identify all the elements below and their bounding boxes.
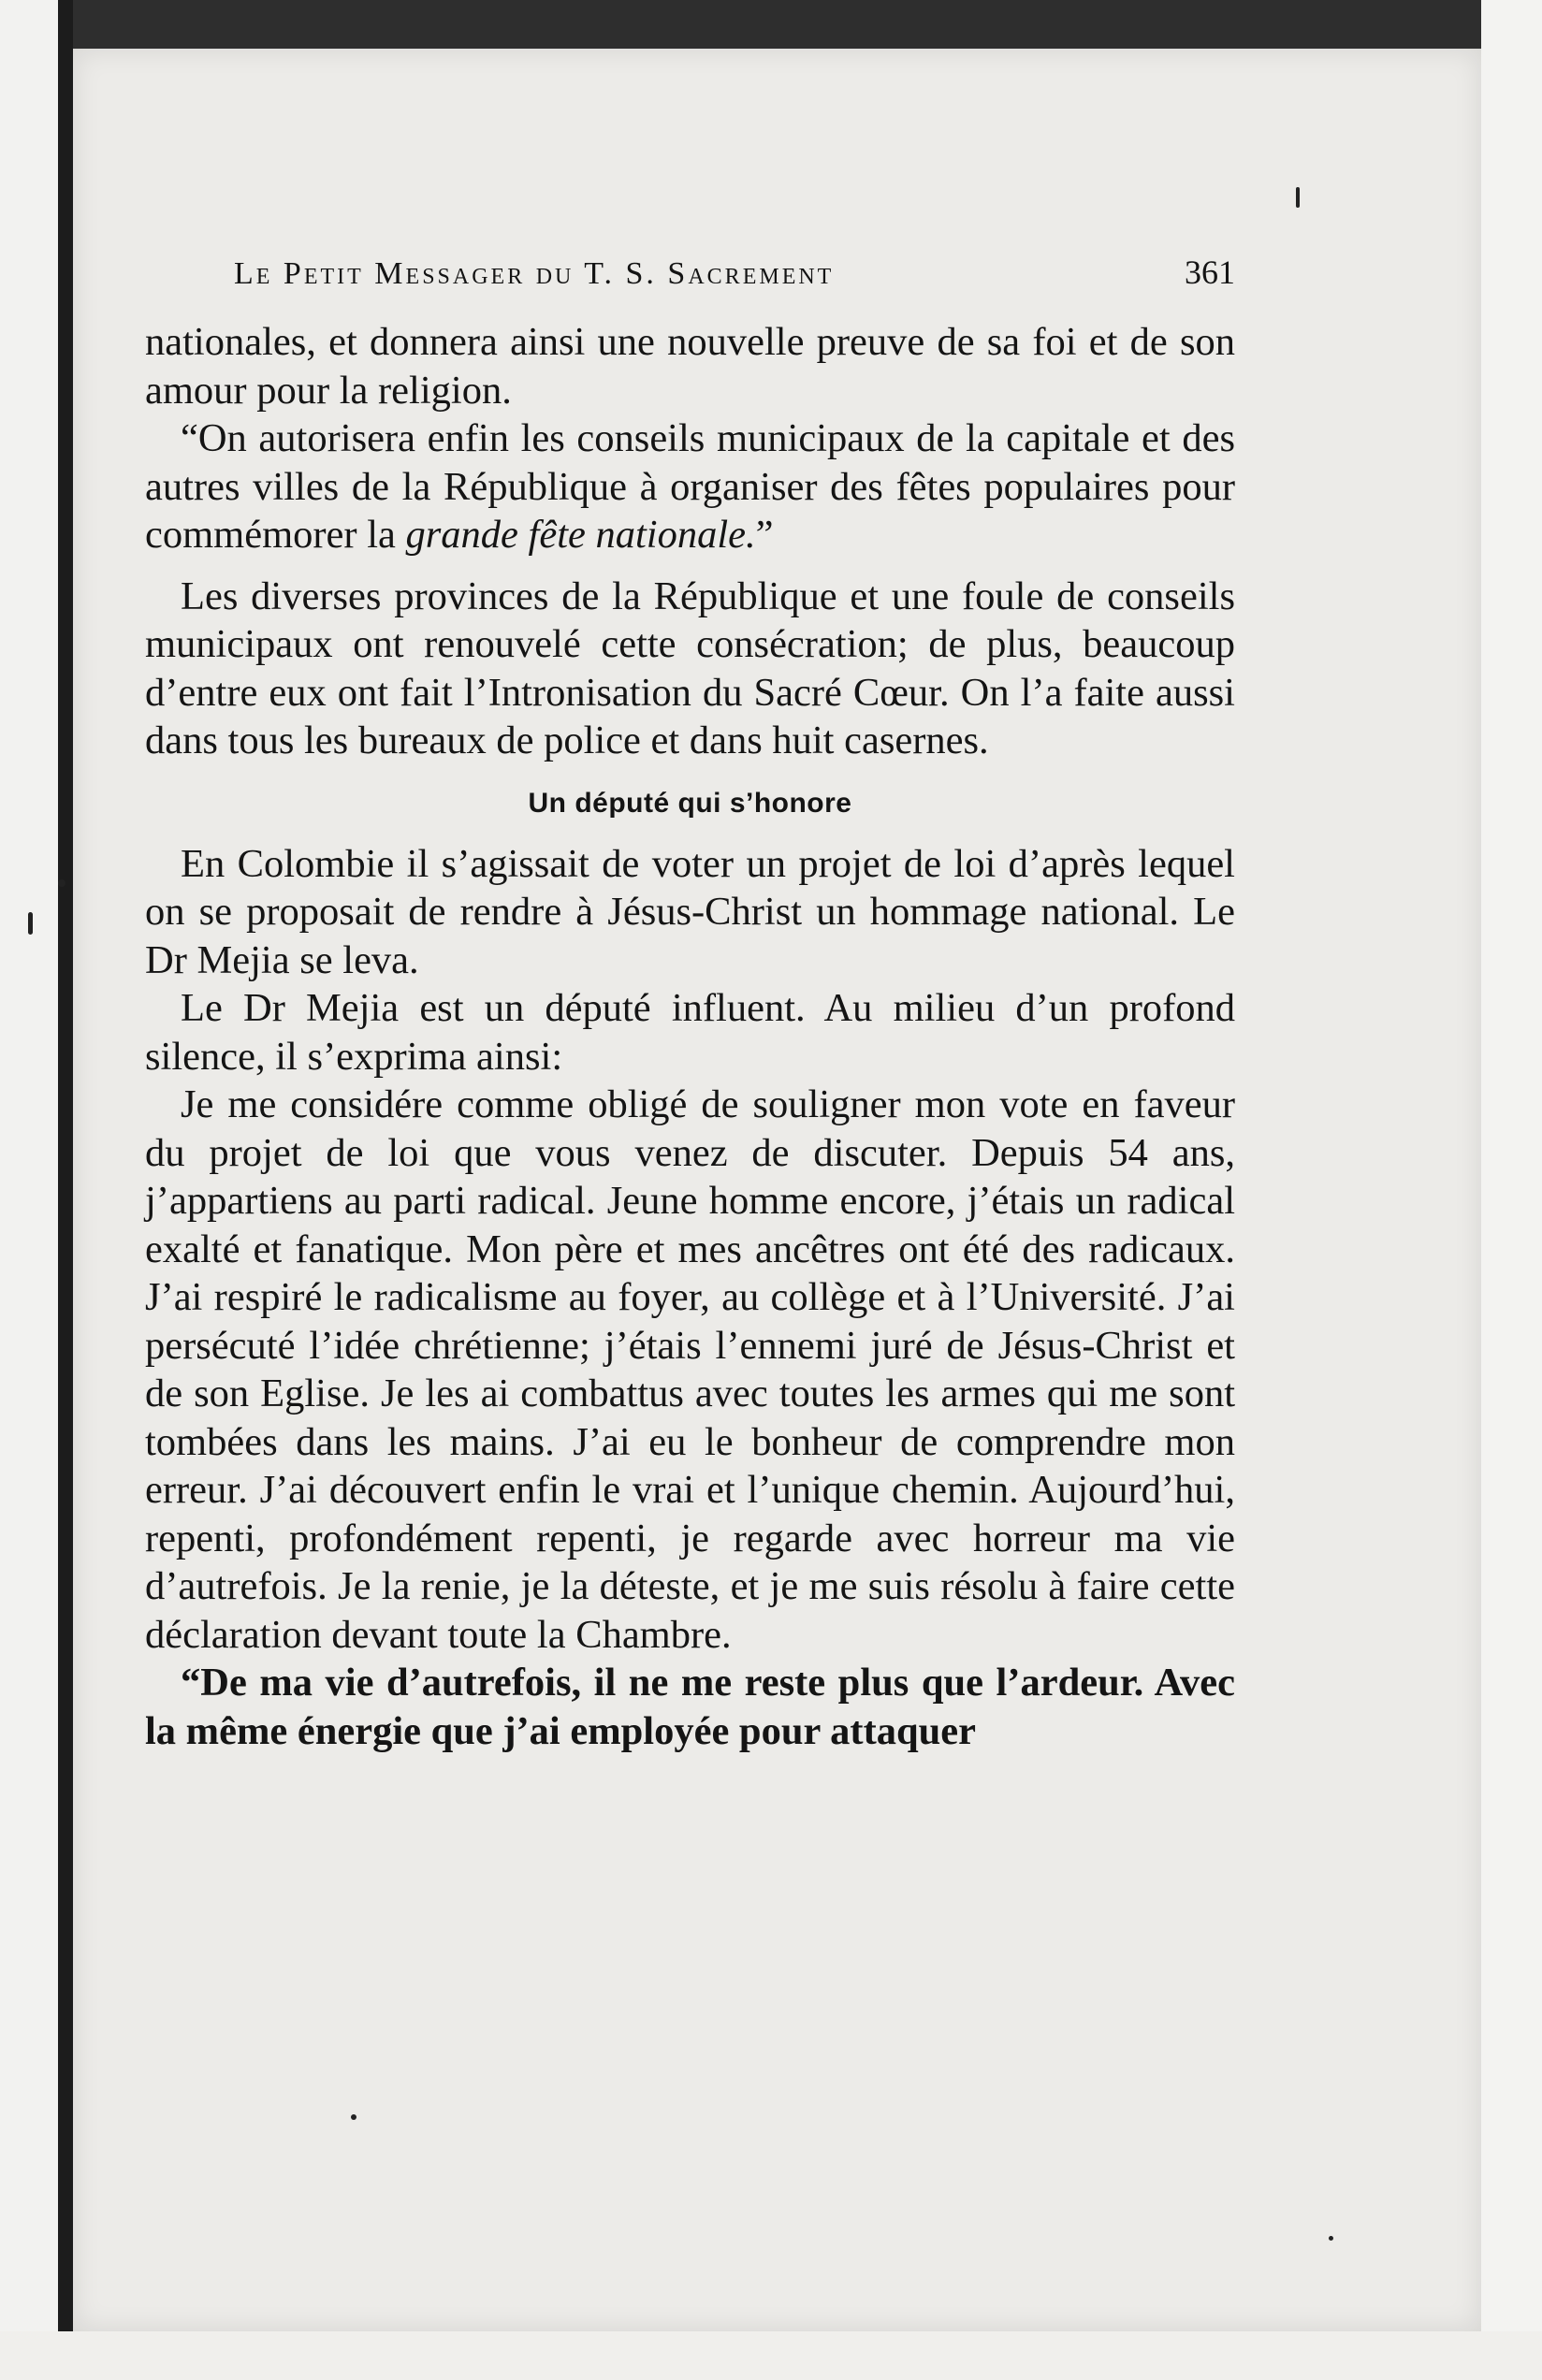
- paragraph-1: nationales, et donnera ainsi une nouvelle preuve de sa foi et de son amour pour la religion.: [145, 320, 1235, 413]
- paragraph-2-text: “On autorisera enfin les conseils municipaux de la capitale et des autres villes de la République à organiser des fêtes populaires pour commémorer la: [145, 416, 1235, 557]
- paragraph-2: [145, 414, 1235, 559]
- dust-mark: [28, 912, 33, 935]
- dust-speck: [58, 879, 65, 887]
- paragraph-2-italic: grande fête nationale.: [405, 513, 756, 557]
- right-background: [1481, 0, 1542, 2380]
- bottom-background: [0, 2331, 1542, 2380]
- book-spine-shadow: [58, 0, 73, 2380]
- paragraph-6: Je me considére comme obligé de souligner mon vote en faveur du projet de loi que vous venez de discuter. Depuis 54 ans, j’appartiens au parti radical. Jeune homme encore, j’étais un radical exalté et fanatique. Mon père et mes ancêtres ont été des radicaux. J’ai respiré le radicalisme au foyer, au collège et à l’Université. J’ai persécuté l’idée chrétienne; j’étais l’ennemi juré de Jésus-Christ et de son Eglise. Je les ai combattus avec toutes les armes qui me sont tombées dans les mains. J’ai eu le bonheur de comprendre mon erreur. J’ai découvert enfin le vrai et l’unique chemin. Aujourd’hui, repenti, profondément repenti, je regarde avec horreur ma vie d’autrefois. Je la renie, je la déteste, et je me suis résolu à faire cette déclaration devant toute la Chambre.: [145, 1082, 1235, 1657]
- page-content: [145, 253, 1235, 1755]
- paragraph-4: En Colombie il s’agissait de voter un projet de loi d’après lequel on se proposait de rendre à Jésus-Christ un hommage national. Le Dr Mejia se leva.: [145, 841, 1235, 982]
- paragraph-7: “De ma vie d’autrefois, il ne me reste plus que l’ardeur. Avec la même énergie que j’ai employée pour attaquer: [145, 1661, 1235, 1753]
- paragraph-3: Les diverses provinces de la République et une foule de conseils municipaux ont renouvelé cette consécration; de plus, beaucoup d’entre eux ont fait l’Intronisation du Sacré Cœur. On l’a faite aussi dans tous les bureaux de police et dans huit casernes.: [145, 573, 1235, 762]
- dust-speck: [351, 2114, 356, 2120]
- paragraph-2-close-quote: ”: [755, 513, 774, 557]
- dust-mark: [1296, 187, 1300, 208]
- running-title: Le Petit Messager du T. S. Sacrement: [234, 256, 835, 291]
- paragraph-5: Le Dr Mejia est un député influent. Au milieu d’un profond silence, il s’exprima ainsi:: [145, 986, 1235, 1079]
- running-header: [234, 253, 1235, 292]
- page-number: 361: [1185, 254, 1235, 291]
- section-heading: Un député qui s’honore: [528, 787, 852, 819]
- dust-speck: [1329, 2236, 1333, 2241]
- left-page-edge: [0, 0, 65, 2380]
